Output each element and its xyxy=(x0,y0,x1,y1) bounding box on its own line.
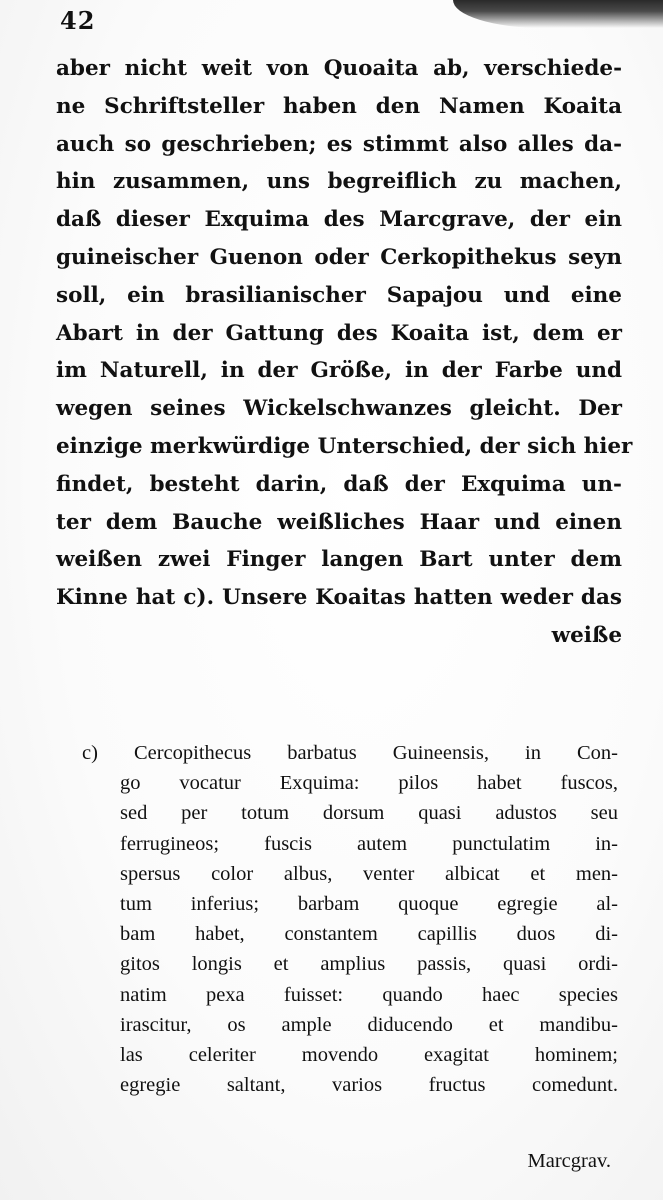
footnote-line: egregie saltant, varios fructus comedunt. xyxy=(120,1074,618,1097)
main-text-block xyxy=(56,50,633,655)
footnote-line: spersus color albus, venter albicat et men- xyxy=(120,862,618,885)
main-text-line: Abart in der Gattung des Koaita ist, dem er xyxy=(56,320,622,346)
main-text-line: findet, besteht darin, daß der Exquima un- xyxy=(56,471,622,497)
main-text-line: guineischer Guenon oder Cerkopithekus seyn xyxy=(56,244,622,270)
page-edge-shadow xyxy=(453,0,663,28)
main-text-line: Kinne hat c). Unsere Koaitas hatten weder das xyxy=(56,585,622,611)
footnote-line: bam habet, constantem capillis duos di- xyxy=(120,923,618,946)
main-text-line: hin zusammen, uns begreiflich zu machen, xyxy=(56,169,622,195)
footnote-line: gitos longis et amplius passis, quasi ordi- xyxy=(120,953,618,976)
footnote-line: sed per totum dorsum quasi adustos seu xyxy=(120,802,618,825)
page-number: 42 xyxy=(60,6,96,35)
footnote-block xyxy=(82,738,618,1100)
footnote-line: tum inferius; barbam quoque egregie al- xyxy=(120,893,618,916)
footnote-line: c) Cercopithecus barbatus Guineensis, in Con- xyxy=(82,742,618,764)
main-text-line: soll, ein brasilianischer Sapajou und eine xyxy=(56,282,622,308)
footnote-author: Marcgrav. xyxy=(527,1150,611,1172)
main-text-line: einzige merkwürdige Unterschied, der sich hier xyxy=(56,433,633,459)
main-text-line: ne Schriftsteller haben den Namen Koaita xyxy=(56,93,622,119)
footnote-line: natim pexa fuisset: quando haec species xyxy=(120,983,618,1006)
footnote-line: irascitur, os ample diducendo et mandibu- xyxy=(120,1013,618,1036)
footnote-line: ferrugineos; fuscis autem punctulatim in- xyxy=(120,832,618,855)
main-text-line: auch so geschrieben; es stimmt also alles da- xyxy=(56,131,622,157)
catchword: weiße xyxy=(551,622,622,648)
main-text-line: im Naturell, in der Größe, in der Farbe und xyxy=(56,358,622,384)
footnote-line: go vocatur Exquima: pilos habet fuscos, xyxy=(120,772,618,795)
main-text-line: weißen zwei Finger langen Bart unter dem xyxy=(56,547,622,573)
footnote-line: las celeriter movendo exagitat hominem; xyxy=(120,1044,618,1067)
main-text-line: aber nicht weit von Quoaita ab, verschiede- xyxy=(56,56,622,81)
main-text-line: daß dieser Exquima des Marcgrave, der ein xyxy=(56,207,622,233)
main-text-line: ter dem Bauche weißliches Haar und einen xyxy=(56,509,622,535)
main-text-line: wegen seines Wickelschwanzes gleicht. Der xyxy=(56,396,622,422)
